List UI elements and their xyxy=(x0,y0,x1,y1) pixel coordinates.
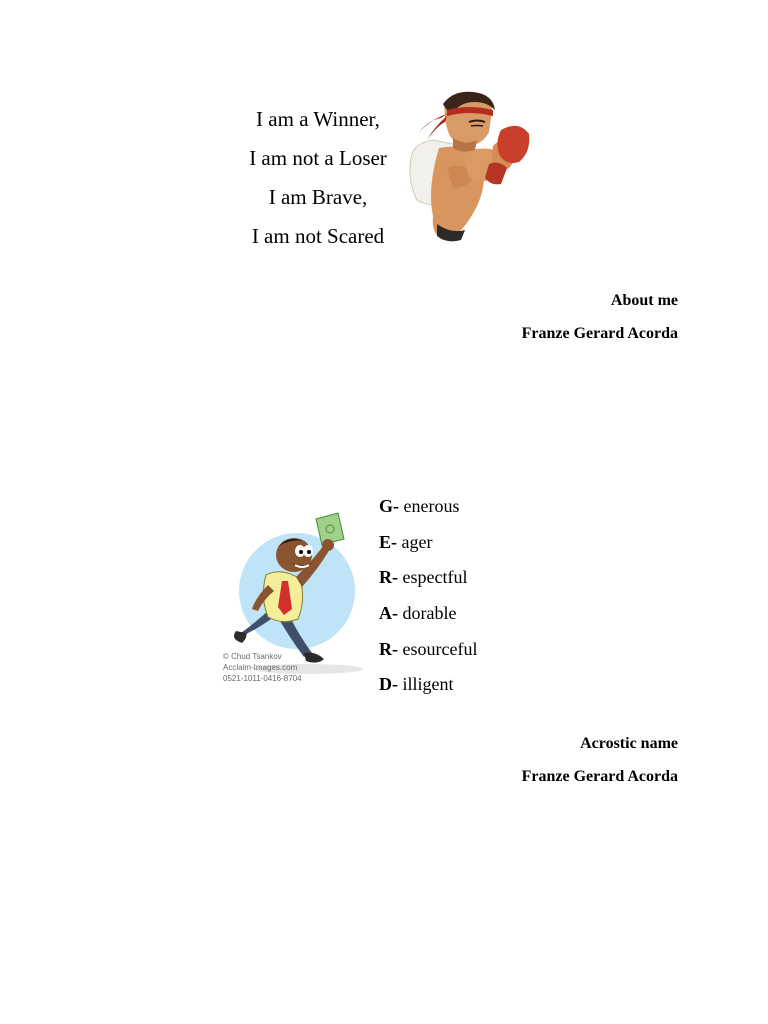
acrostic-line xyxy=(379,596,477,632)
acrostic-name-heading: Acrostic name xyxy=(580,735,678,752)
acrostic-word: enerous xyxy=(399,496,460,516)
acrostic-line xyxy=(379,667,477,703)
credit-line: Acclaim-Images.com xyxy=(223,663,298,672)
acrostic-line xyxy=(379,560,477,596)
acrostic-list xyxy=(379,489,477,703)
acrostic-word: esourceful xyxy=(398,638,478,659)
karate-fighter-icon xyxy=(403,88,533,246)
about-me-heading: About me xyxy=(610,292,678,309)
poem xyxy=(218,100,418,256)
acrostic-word: ager xyxy=(397,531,433,552)
acrostic-line xyxy=(379,632,477,668)
author-name: Franze Gerard Acorda xyxy=(521,325,678,342)
acrostic-word: espectful xyxy=(398,567,468,588)
acrostic-letter: E- xyxy=(379,531,397,552)
poem-line: I am not Scared xyxy=(251,224,385,248)
acrostic-letter: D- xyxy=(379,674,398,695)
acrostic-line xyxy=(379,525,477,561)
poem-line: I am a Winner, xyxy=(256,107,380,131)
image-credit xyxy=(223,651,302,684)
poem-line: I am not a Loser xyxy=(249,146,387,170)
acrostic-line xyxy=(379,489,477,525)
acrostic-letter: R- xyxy=(379,638,398,659)
acrostic-letter: G- xyxy=(379,496,399,516)
poem-line: I am Brave, xyxy=(268,185,368,209)
acrostic-letter: A- xyxy=(379,603,398,624)
acrostic-letter: R- xyxy=(379,567,398,588)
acrostic-word: dorable xyxy=(398,603,457,624)
credit-line: © Chud Tsankov xyxy=(223,652,282,661)
acrostic-author-name: Franze Gerard Acorda xyxy=(521,768,678,785)
acrostic-word: illigent xyxy=(398,674,454,695)
credit-line: 0521-1011-0416-8704 xyxy=(223,674,302,683)
